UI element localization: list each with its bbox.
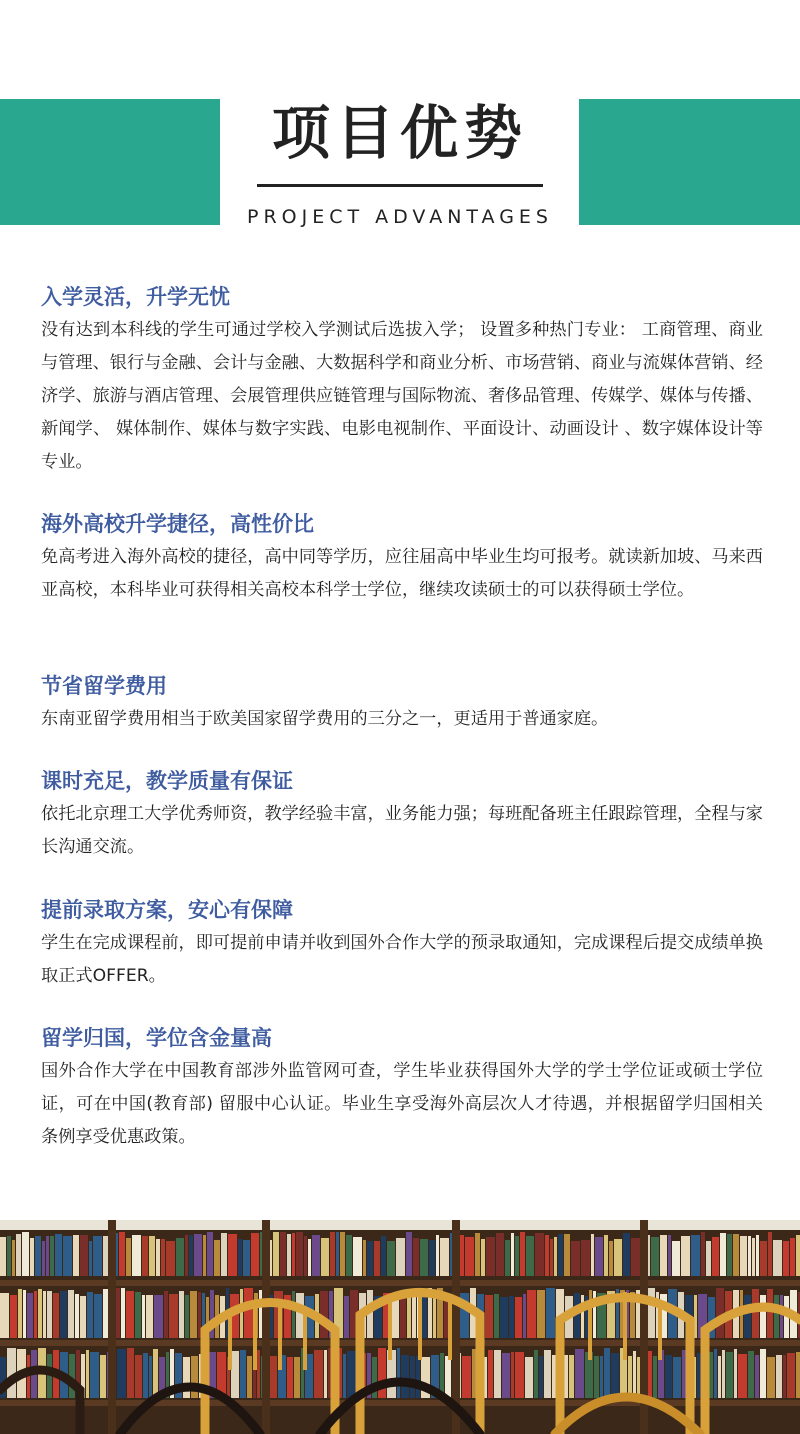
book-spine [203,1235,206,1276]
book-spine [86,1350,89,1398]
book-spine [214,1240,220,1276]
book-spine [526,1236,534,1276]
book-spine [287,1234,291,1276]
book-spine [7,1236,11,1276]
book-spine [378,1348,386,1398]
book-spine [653,1356,657,1398]
book-spine [554,1237,557,1276]
book-spine [631,1238,640,1276]
section-degree-value [41,1023,763,1154]
book-spine [738,1354,747,1398]
book-spine [595,1237,603,1276]
book-spine [60,1291,67,1338]
book-spine [353,1237,362,1276]
book-spine [135,1355,142,1398]
book-spine [75,1294,79,1338]
book-spine [296,1293,304,1338]
book-spine [292,1291,295,1338]
book-spine [80,1296,86,1338]
book-spine [726,1352,733,1398]
book-spine [413,1238,419,1276]
book-spine [387,1241,395,1276]
book-spine [780,1295,783,1338]
book-spine [774,1295,779,1338]
book-spine [238,1239,242,1276]
book-spine [558,1234,563,1276]
book-spine [494,1350,501,1398]
book-spine [194,1234,202,1276]
book-spine [571,1241,580,1276]
book-spine [179,1291,184,1338]
section-overseas-shortcut [41,509,763,607]
book-spine [744,1295,751,1338]
book-spine [161,1239,165,1276]
book-spine [475,1233,480,1276]
book-spine [706,1241,711,1276]
section-body: 学生在完成课程前，即可提前申请并收到国外合作大学的预录取通知，完成课程后提交成绩单换取正式OFFER。 [41,933,763,986]
book-spine [740,1236,747,1276]
book-spine [126,1291,134,1338]
book-spine [511,1233,514,1276]
book-spine [712,1237,719,1276]
book-spine [581,1240,590,1276]
book-spine [312,1235,320,1276]
book-spine [156,1239,160,1276]
book-spine [153,1349,158,1398]
book-spine [149,1356,152,1398]
book-spine [429,1240,435,1276]
book-spine [436,1235,439,1276]
page-subtitle: PROJECT ADVANTAGES [246,206,553,228]
book-spine [127,1348,134,1398]
book-spine [767,1289,773,1338]
book-spine [546,1288,555,1338]
book-spine [243,1240,250,1276]
book-spine [609,1241,613,1276]
book-spine [89,1241,92,1276]
book-spine [189,1235,193,1276]
book-spine [0,1237,6,1276]
book-spine [0,1293,9,1338]
book-spine [787,1353,795,1398]
book-spine [231,1351,239,1398]
book-spine [330,1232,335,1276]
book-spine [18,1289,22,1338]
section-heading: 入学灵活，升学无忧 [41,285,230,309]
book-spine [240,1350,246,1398]
book-spine [53,1293,59,1338]
book-spine [119,1232,125,1276]
book-spine [752,1238,755,1276]
book-spine [80,1235,88,1276]
book-spine [525,1357,533,1398]
book-spine [760,1349,766,1398]
book-spine [347,1351,356,1398]
book-spine [537,1290,545,1338]
book-spine [496,1233,504,1276]
book-spine [720,1233,726,1276]
book-spine [550,1239,553,1276]
book-spine [296,1232,303,1276]
book-spine [773,1240,782,1276]
book-spine [445,1356,451,1398]
book-spine [308,1239,311,1276]
book-spine [30,1238,34,1276]
book-spine [515,1297,522,1338]
book-spine [756,1235,759,1276]
book-spine [768,1232,772,1276]
book-spine [755,1355,759,1398]
book-spine [63,1236,72,1276]
book-spine [38,1289,42,1338]
section-body: 没有达到本科线的学生可通过学校入学测试后选拔入学； 设置多种热门专业： 工商管理、商业与管理、银行与金融、会计与金融、大数据科学和商业分析、市场营销、商业与流媒体营销、经济学、旅游与酒店管理、会展管理供应链管理与国际物流、奢侈品管理、传媒学、媒体与传播、新闻学、 媒体制作、媒体与数字实践、电影电视制作、平面设计、动画设计 、数字媒体设计等专业。 [41,320,763,472]
book-spine [185,1295,189,1338]
book-spine [575,1349,584,1398]
book-spine [515,1352,524,1398]
book-spine [240,1289,243,1338]
book-spine [714,1349,717,1398]
book-spine [367,1241,373,1276]
book-spine [135,1292,141,1338]
book-spine [190,1291,197,1338]
book-spine [149,1236,155,1276]
section-heading: 留学归国，学位含金量高 [41,1026,272,1050]
library-bookshelf-chairs-photo [0,1220,800,1434]
book-spine [594,1356,599,1398]
book-spine [100,1355,106,1398]
book-spine [505,1240,510,1276]
section-teaching-quality [41,766,763,864]
book-spine [87,1292,93,1338]
book-spine [346,1235,352,1276]
library-illustration [0,1220,800,1434]
book-spine [628,1356,632,1398]
section-heading: 节省留学费用 [41,674,167,698]
book-spine [783,1355,786,1398]
book-spine [324,1350,327,1398]
book-spine [633,1351,636,1398]
book-spine [143,1353,148,1398]
book-spine [760,1241,767,1276]
book-spine [27,1293,33,1338]
book-spine [43,1291,46,1338]
book-spine [340,1232,345,1276]
book-spine [523,1294,526,1338]
book-spine [401,1355,409,1398]
book-spine [406,1232,412,1276]
book-spine [93,1236,102,1276]
book-spine [701,1232,705,1276]
book-spine [660,1235,667,1276]
book-spine [727,1234,732,1276]
book-spine [68,1290,74,1338]
book-spine [534,1350,538,1398]
book-spine [481,1239,485,1276]
book-spine [462,1356,471,1398]
book-spine [509,1296,514,1338]
book-spine [651,1237,659,1276]
section-body: 免高考进入海外高校的捷径，高中同等学历，应往届高中毕业生均可报考。就读新加坡、马来西亚高校，本科毕业可获得相关高校本科学士学位，继续攻读硕士的可以获得硕士学位。 [41,547,763,600]
book-spine [718,1356,721,1398]
book-spine [294,1357,300,1398]
book-spine [396,1238,405,1276]
book-spine [374,1241,380,1276]
book-spine [776,1355,782,1398]
book-spine [790,1238,795,1276]
book-spine [515,1236,519,1276]
book-spine [23,1290,26,1338]
book-spine [176,1238,184,1276]
book-spine [126,1238,131,1276]
book-spine [527,1290,536,1338]
book-spine [748,1236,751,1276]
book-spine [648,1351,652,1398]
book-spine [22,1232,29,1276]
section-heading: 海外高校升学捷径，高性价比 [41,512,314,536]
book-spine [12,1240,15,1276]
book-spine [433,1293,436,1338]
book-spine [668,1235,671,1276]
book-spine [760,1295,766,1338]
book-spine [251,1233,259,1276]
book-spine [604,1348,610,1398]
book-spine [228,1234,237,1276]
book-spine [117,1349,126,1398]
section-body: 东南亚留学费用相当于欧美国家留学费用的三分之一，更适用于普通家庭。 [41,709,609,729]
book-spine [752,1289,759,1338]
book-spine [166,1241,175,1276]
book-spine [55,1234,62,1276]
book-spine [363,1240,366,1276]
book-spine [169,1294,178,1338]
book-spine [142,1236,148,1276]
book-spine [10,1295,17,1338]
book-spine [673,1357,681,1398]
page-title: 项目优势 [271,99,528,167]
section-body: 依托北京理工大学优秀师资，教学经验丰富，业务能力强；每班配备班主任跟踪管理，全程与家长沟通交流。 [41,804,763,857]
book-spine [314,1350,323,1398]
book-spine [207,1232,213,1276]
book-spine [34,1291,37,1338]
book-spine [42,1241,45,1276]
book-spine [132,1235,141,1276]
book-spine [545,1235,549,1276]
book-spine [292,1233,295,1276]
book-spine [614,1239,622,1276]
book-spine [604,1235,608,1276]
book-spine [465,1237,474,1276]
book-spine [90,1352,99,1398]
book-spine [416,1356,420,1398]
book-spine [716,1288,724,1338]
book-spine [796,1235,800,1276]
book-spine [500,1297,508,1338]
book-spine [591,1234,594,1276]
book-spine [581,1295,584,1338]
book-spine [796,1352,800,1398]
book-spine [440,1238,449,1276]
book-spine [336,1232,339,1276]
book-spine [46,1236,49,1276]
section-heading: 课时充足，教学质量有保证 [41,769,293,793]
book-spine [485,1295,493,1338]
book-spine [722,1350,725,1398]
book-spine [410,1356,415,1398]
book-spine [564,1234,570,1276]
book-spine [733,1234,739,1276]
book-spine [381,1236,386,1276]
book-spine [257,1350,260,1398]
section-body: 国外合作大学在中国教育部涉外监管网可查，学生毕业获得国外大学的学士学位证或硕士学位证，可在中国(教育部) 留服中心认证。毕业生享受海外高层次人才待遇，并根据留学归国相关条例享受优惠政策。 [41,1061,763,1147]
book-spine [611,1353,619,1398]
book-spine [259,1290,262,1338]
book-spine [304,1236,307,1276]
book-spine [544,1350,551,1398]
book-spine [748,1351,754,1398]
book-spine [50,1236,54,1276]
book-spine [142,1295,145,1338]
book-spine [511,1352,514,1398]
book-spine [94,1294,102,1338]
book-spine [344,1296,349,1338]
book-spine [247,1356,252,1398]
book-spine [734,1349,737,1398]
book-spine [420,1239,428,1276]
book-spine [535,1233,544,1276]
book-spine [244,1288,253,1338]
book-spine [164,1291,168,1338]
book-spine [321,1238,329,1276]
book-spine [273,1232,279,1276]
book-spine [681,1236,690,1276]
book-spine [73,1235,79,1276]
book-spine [569,1355,574,1398]
title-divider [257,184,543,187]
book-spine [502,1353,510,1398]
book-spine [623,1233,630,1276]
section-flexible-admission [41,282,763,479]
section-heading: 提前录取方案，安心有保障 [41,898,293,922]
book-spine [397,1348,400,1398]
book-spine [343,1354,346,1398]
book-spine [691,1235,700,1276]
book-spine [494,1294,499,1338]
section-save-costs [41,671,763,736]
book-spine [221,1233,227,1276]
book-spine [539,1356,543,1398]
book-spine [287,1357,293,1398]
book-spine [154,1295,163,1338]
book-spine [767,1357,775,1398]
book-spine [672,1241,680,1276]
book-spine [600,1356,603,1398]
book-spine [121,1288,125,1338]
book-spine [146,1295,153,1338]
book-spine [783,1241,789,1276]
book-spine [391,1297,399,1338]
book-spine [185,1235,188,1276]
book-spine [16,1234,21,1276]
book-spine [47,1291,52,1338]
book-spine [488,1350,493,1398]
book-spine [280,1232,286,1276]
section-early-admission [41,895,763,993]
book-spine [665,1355,672,1398]
book-spine [35,1236,41,1276]
book-spine [520,1232,525,1276]
book-spine [486,1237,495,1276]
